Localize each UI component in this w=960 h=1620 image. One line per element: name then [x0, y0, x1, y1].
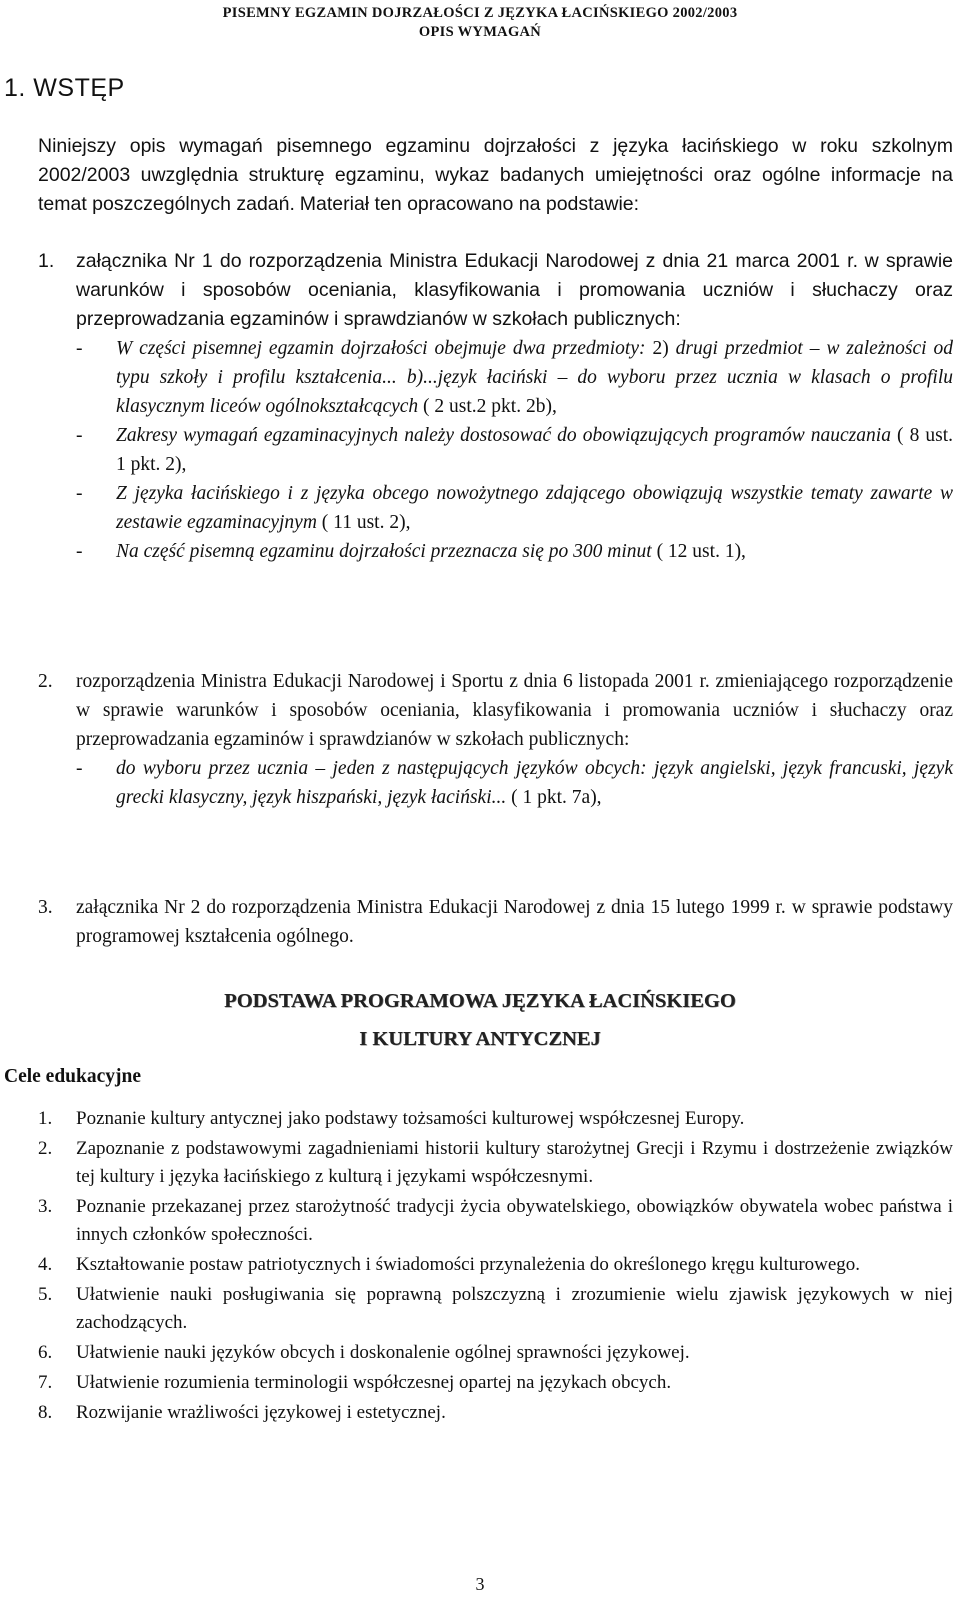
list-item: 8. Rozwijanie wrażliwości językowej i estetycznej. — [38, 1402, 446, 1423]
source-lead: załącznika Nr 2 do rozporządzenia Ministra Edukacji Narodowej z dnia 15 lutego 1999 r. — [76, 897, 786, 918]
goals-list — [38, 1105, 953, 1429]
section-heading: 1. WSTĘP — [4, 74, 125, 102]
header-subtitle: OPIS WYMAGAŃ — [418, 24, 542, 40]
source-tail: w sprawie podstawy programowej kształcenia ogólnego. — [76, 897, 954, 947]
source-item-1 — [38, 247, 953, 566]
page-number: 3 — [475, 1574, 485, 1594]
list-item: 4. Kształtowanie postaw patriotycznych i świadomości przynależenia do określonego kręgu kulturowego. — [38, 1254, 861, 1275]
header-exam-title: PISEMNY EGZAMIN DOJRZAŁOŚCI Z JĘZYKA ŁACIŃSKIEGO 2002/2003 — [222, 5, 738, 21]
source-item-3 — [38, 893, 953, 951]
list-item: - Zakresy wymagań egzaminacyjnych należy dostosować do obowiązujących programów nauczania ( 8 ust. 1 pkt. 2), — [76, 421, 953, 479]
source-text: w sprawie warunków i sposobów oceniania, klasyfikowania i promowania uczniów i słuchaczy oraz przeprowadzania egzaminów i sprawdzianów w szkołach publicznych: — [76, 250, 954, 330]
legal-reference: ( 2 ust.2 pkt. 2b), — [423, 396, 557, 417]
list-item: 1. Poznanie kultury antycznej jako podstawy tożsamości kulturowej współczesnej Europy. — [38, 1108, 745, 1129]
list-item: - Na część pisemną egzaminu dojrzałości przeznacza się po 300 minut ( 12 ust. 1), — [76, 537, 953, 566]
list-item: 7. Ułatwienie rozumienia terminologii współczesnej opartej na językach obcych. — [38, 1372, 672, 1393]
intro-text-continued: Materiał ten opracowano na podstawie: — [299, 193, 640, 215]
intro-text: Niniejszy opis wymagań pisemnego egzaminu dojrzałości z języka łacińskiego w roku szkolnym 2002/2003 uwzględnia strukturę egzaminu, wykaz badanych umiejętności oraz ogólne informacje na temat poszczególnych zadań. — [38, 135, 953, 215]
list-item: 2. Zapoznanie z podstawowymi zagadnieniami historii kultury starożytnej Grecji i Rzymu i dostrzeżenie związków tej kultury i języka łacińskiego z kulturą i językami współczesnymi. — [38, 1138, 953, 1187]
program-subtitle: I KULTURY ANTYCZNEJ — [359, 1028, 601, 1050]
intro-paragraph — [38, 132, 953, 219]
source-lead: rozporządzenia Ministra Edukacji Narodowej i Sportu z dnia 6 listopada 2001 r. zmieniającego rozporządzenie w sprawie warunków i sposobów oceniania, klasyfikowania i promowania uczniów i słuchaczy oraz przeprowadzania egzaminów i sprawdzianów w szkołach publicznych: — [76, 671, 953, 750]
list-item: 5. Ułatwienie nauki posługiwania się poprawną polszczyzną i zrozumienie wielu zjawisk językowych w niej zachodzących. — [38, 1284, 953, 1333]
page-header — [140, 4, 820, 42]
legal-reference: ( 12 ust. 1), — [656, 541, 746, 562]
legal-reference: ( 11 ust. 2), — [321, 512, 411, 533]
source-lead: załącznika Nr 1 do rozporządzenia Ministra Edukacji Narodowej z dnia 21 marca 2001 r. — [76, 250, 859, 272]
source-number: 1. — [38, 250, 55, 272]
source-requirements-list — [76, 754, 953, 812]
list-item: 3. Poznanie przekazanej przez starożytność tradycji życia obywatelskiego, obowiązków obywatela wobec państwa i innych członków społeczności. — [38, 1196, 953, 1245]
source-number: 3. — [38, 897, 53, 918]
legal-reference: ( 1 pkt. 7a), — [511, 787, 602, 808]
source-requirements-list — [76, 334, 953, 566]
program-title: PODSTAWA PROGRAMOWA JĘZYKA ŁACIŃSKIEGO — [224, 990, 736, 1012]
legal-reference: ( 8 ust. 1 pkt. 2), — [116, 425, 954, 475]
source-item-2 — [38, 667, 953, 812]
list-item: 6. Ułatwienie nauki języków obcych i doskonalenie ogólnej sprawności językowej. — [38, 1342, 690, 1363]
goals-heading: Cele edukacyjne — [4, 1066, 142, 1087]
list-item: - do wyboru przez ucznia – jeden z następujących języków obcych: język angielski, język francuski, język grecki klasyczny, język hiszpański, język łaciński... ( 1 pkt. 7a), — [76, 754, 953, 812]
source-number: 2. — [38, 671, 53, 692]
list-item: - Z języka łacińskiego i z języka obcego nowożytnego zdającego obowiązują wszystkie tematy zawarte w zestawie egzaminacyjnym ( 11 ust. 2), — [76, 479, 953, 537]
list-item: - W części pisemnej egzamin dojrzałości obejmuje dwa przedmioty: 2) drugi przedmiot – w zależności od typu szkoły i profilu kształcenia... b)...język łaciński – do wyboru przez ucznia w klasach o profilu klasycznym liceów ogólnokształcących ( 2 ust.2 pkt. 2b), — [76, 334, 953, 421]
